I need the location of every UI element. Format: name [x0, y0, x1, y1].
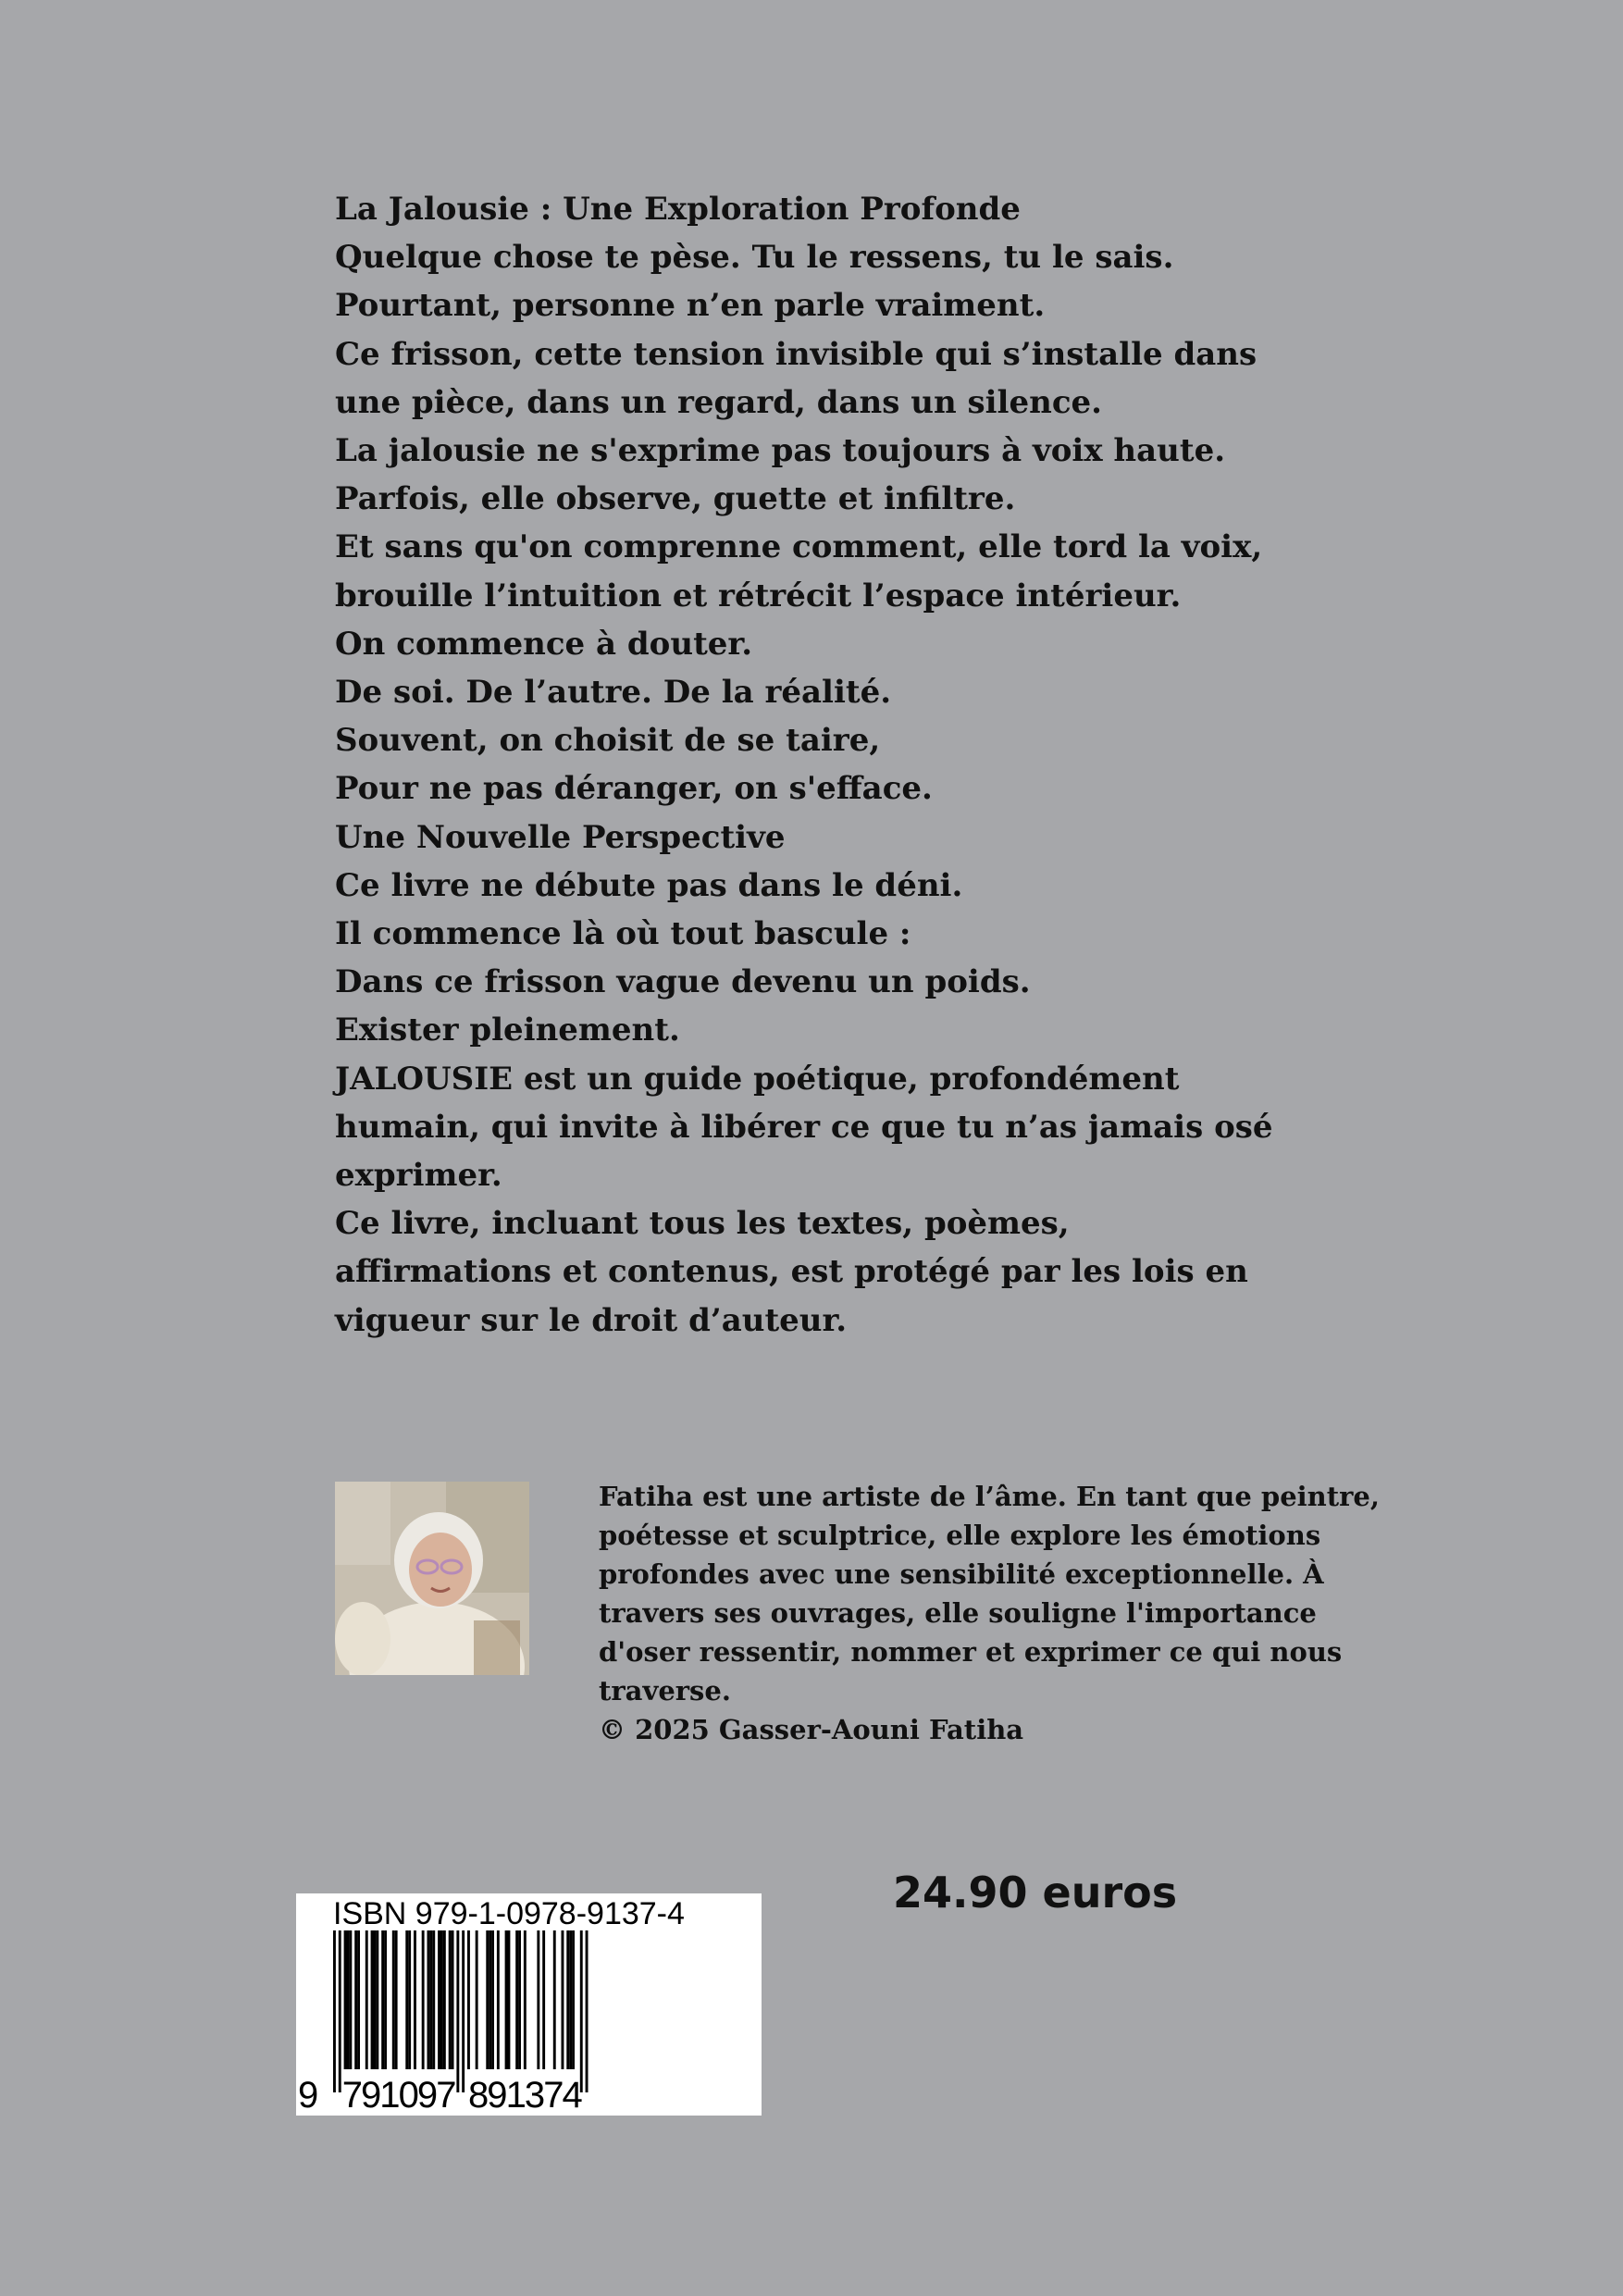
barcode-bar — [365, 1930, 368, 2069]
blurb-line: Parfois, elle observe, guette et infiltre. — [335, 480, 1016, 518]
bio-line: traverse. — [599, 1675, 731, 1706]
ean-digits — [296, 2075, 762, 2116]
barcode-bar — [586, 1930, 588, 2092]
barcode-bar — [427, 1930, 430, 2069]
barcode-bar — [491, 1930, 494, 2069]
isbn-barcode — [296, 1893, 762, 2116]
barcode-bar — [572, 1930, 575, 2069]
copyright-notice: © 2025 Gasser-Aouni Fatiha — [599, 1714, 1024, 1745]
barcode-bar — [354, 1930, 357, 2069]
barcode-bar — [508, 1930, 511, 2069]
isbn-label: ISBN 979-1-0978-9137-4 — [333, 1896, 685, 1931]
blurb-line: JALOUSIE est un guide poétique, profondément — [335, 1060, 1180, 1098]
blurb-line: affirmations et contenus, est protégé par les lois en — [335, 1253, 1248, 1291]
ean-digit: 9 — [487, 2075, 508, 2116]
blurb-line: exprimer. — [335, 1157, 502, 1195]
barcode-bar — [489, 1930, 491, 2069]
blurb-line: On commence à douter. — [335, 625, 753, 663]
barcode-bar — [566, 1930, 569, 2069]
barcode-bar — [486, 1930, 489, 2069]
barcode-bar — [371, 1930, 374, 2069]
barcode-bar — [580, 1930, 583, 2092]
ean-digit: 9 — [361, 2075, 382, 2116]
barcode-bar — [381, 1930, 384, 2069]
barcode-bar — [408, 1930, 411, 2069]
ean-digit: 1 — [505, 2075, 527, 2116]
ean-digit: 7 — [341, 2075, 363, 2116]
barcode-bar — [569, 1930, 572, 2069]
blurb-line: Ce frisson, cette tension invisible qui s’installe dans — [335, 335, 1258, 373]
barcode-bar — [537, 1930, 539, 2069]
barcode-bar — [518, 1930, 521, 2069]
author-bio — [599, 1477, 1380, 1749]
barcode-bar — [349, 1930, 352, 2069]
barcode-bar — [376, 1930, 378, 2069]
ean-digit: 9 — [298, 2075, 319, 2116]
ean-digit: 0 — [398, 2075, 419, 2116]
ean-digit: 3 — [524, 2075, 546, 2116]
barcode-bar — [333, 1930, 336, 2092]
barcode-bar — [392, 1930, 395, 2069]
barcode-bar — [515, 1930, 518, 2069]
barcode-bar — [438, 1930, 440, 2069]
author-photo — [335, 1482, 529, 1675]
barcode-bar — [505, 1930, 508, 2069]
blurb-line: Pourtant, personne n’en parle vraiment. — [335, 287, 1046, 325]
blurb-line: Exister pleinement. — [335, 1011, 680, 1049]
barcode-bar — [452, 1930, 454, 2069]
author-portrait-image — [335, 1482, 529, 1675]
blurb-line: Quelque chose te pèse. Tu le ressens, tu le sais. — [335, 239, 1174, 277]
blurb-line: Et sans qu'on comprenne comment, elle tord la voix, — [335, 528, 1263, 566]
blurb-line: une pièce, dans un regard, dans un silence. — [335, 383, 1102, 421]
barcode-bar — [462, 1930, 465, 2092]
bio-line: Fatiha est une artiste de l’âme. En tant que peintre, — [599, 1481, 1380, 1512]
barcode-bar — [553, 1930, 556, 2069]
blurb-line: Ce livre ne débute pas dans le déni. — [335, 866, 963, 904]
ean-digit: 1 — [379, 2075, 401, 2116]
blurb-line: humain, qui invite à libérer ce que tu n’as jamais osé — [335, 1108, 1273, 1146]
ean-digit: 8 — [468, 2075, 489, 2116]
blurb-line: De soi. De l’autre. De la réalité. — [335, 674, 892, 712]
ean-digit: 4 — [562, 2075, 583, 2116]
barcode-bar — [467, 1930, 470, 2069]
blurb-line: Dans ce frisson vague devenu un poids. — [335, 963, 1031, 1001]
barcode-bar — [542, 1930, 545, 2069]
barcode-bar — [456, 1930, 459, 2092]
barcode-bar — [443, 1930, 446, 2069]
ean-digit: 7 — [436, 2075, 457, 2116]
back-cover-blurb — [335, 185, 1353, 1345]
barcode-bar — [440, 1930, 443, 2069]
barcode-bar — [347, 1930, 350, 2069]
ean-digit: 7 — [543, 2075, 564, 2116]
barcode-bar — [562, 1930, 564, 2069]
bio-line: travers ses ouvrages, elle souligne l'importance — [599, 1597, 1317, 1629]
blurb-line: vigueur sur le droit d’auteur. — [335, 1301, 848, 1339]
bio-line: profondes avec une sensibilité exceptionnelle. À — [599, 1558, 1324, 1590]
barcode-bar — [524, 1930, 527, 2069]
barcode-bar — [405, 1930, 408, 2069]
bio-line: d'oser ressentir, nommer et exprimer ce qui nous — [599, 1636, 1343, 1668]
ean-digit: 9 — [416, 2075, 439, 2116]
barcode-bar — [432, 1930, 435, 2069]
barcode-bar — [429, 1930, 432, 2069]
blurb-line: Souvent, on choisit de se taire, — [335, 722, 881, 760]
blurb-line: Ce livre, incluant tous les textes, poèmes, — [335, 1205, 1070, 1243]
barcode-bar — [414, 1930, 416, 2069]
blurb-heading: La Jalousie : Une Exploration Profonde — [335, 191, 1021, 228]
barcode-bar — [339, 1930, 341, 2092]
blurb-line: Pour ne pas déranger, on s'efface. — [335, 770, 933, 808]
barcode-bar — [374, 1930, 377, 2069]
barcode-bar — [395, 1930, 398, 2069]
barcode-bar — [344, 1930, 347, 2069]
barcode-bar — [422, 1930, 425, 2069]
price-label: 24.90 euros — [893, 1868, 1178, 1917]
blurb-line: brouille l’intuition et rétrécit l’espace intérieur. — [335, 577, 1182, 614]
blurb-subheading: Une Nouvelle Perspective — [335, 818, 786, 856]
barcode-bar — [384, 1930, 387, 2069]
barcode-bar — [449, 1930, 452, 2069]
barcode-bar — [497, 1930, 500, 2069]
barcode-bar — [476, 1930, 478, 2069]
blurb-line: La jalousie ne s'exprime pas toujours à voix haute. — [335, 432, 1226, 470]
barcode-bar — [357, 1930, 360, 2069]
bio-line: poétesse et sculptrice, elle explore les émotions — [599, 1520, 1321, 1551]
blurb-line: Il commence là où tout bascule : — [335, 915, 911, 953]
